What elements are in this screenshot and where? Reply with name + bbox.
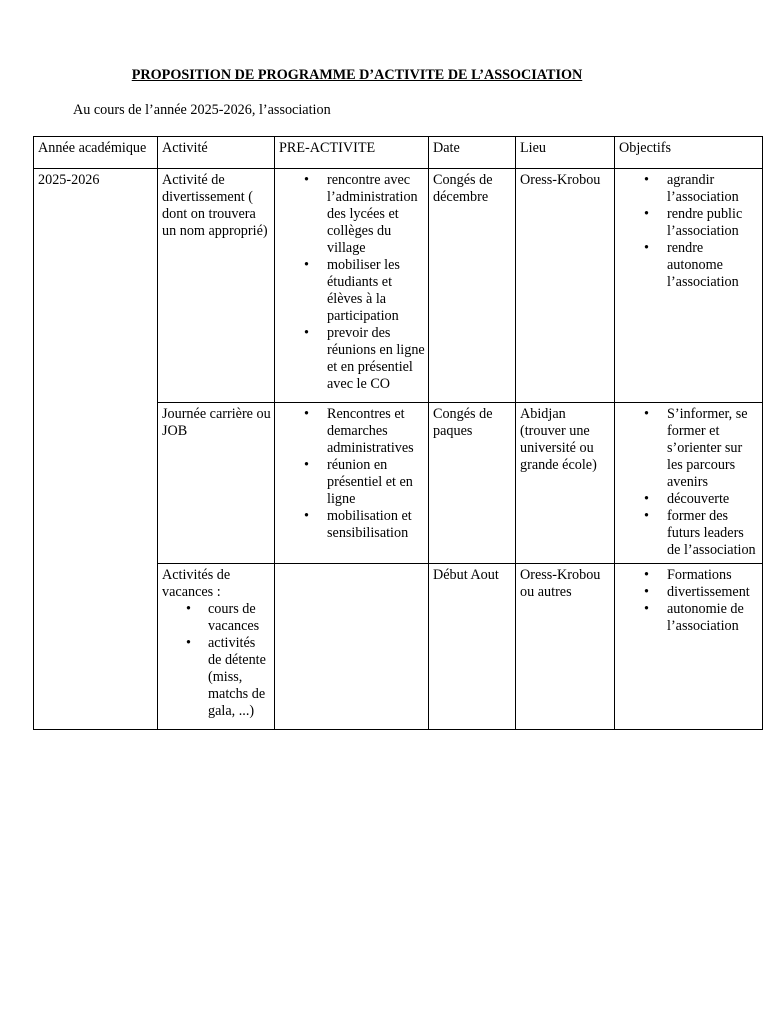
list-item: • mobiliser les étudiants et élèves à la participation: [279, 257, 425, 325]
objectifs-cell: [615, 169, 763, 403]
header-pre-activite: PRE-ACTIVITE: [275, 137, 429, 169]
date-cell: Début Aout: [429, 564, 516, 730]
pre-activity-cell: [275, 564, 429, 730]
header-activite: Activité: [158, 137, 275, 169]
list-item: • Rencontres et demarches administratives: [279, 406, 425, 457]
date-cell: Congés de décembre: [429, 169, 516, 403]
list-item: • former des futurs leaders de l’association: [619, 508, 759, 559]
list-item: • Formations: [619, 567, 759, 584]
list-item: • découverte: [619, 491, 759, 508]
header-date: Date: [429, 137, 516, 169]
activity-cell: Activité de divertissement ( dont on trouvera un nom approprié): [158, 169, 275, 403]
list-item: • rencontre avec l’administration des lycées et collèges du village: [279, 172, 425, 257]
list-item: • divertissement: [619, 584, 759, 601]
list-item: • agrandir l’association: [619, 172, 759, 206]
list-item: • prevoir des réunions en ligne et en présentiel avec le CO: [279, 325, 425, 393]
lieu-cell: Oress-Krobou ou autres: [516, 564, 615, 730]
activity-label: Activités de vacances :: [162, 567, 231, 600]
header-annee: Année académique: [34, 137, 158, 169]
list-item: • rendre autonome l’association: [619, 240, 759, 291]
objectifs-cell: [615, 403, 763, 564]
header-lieu: Lieu: [516, 137, 615, 169]
list-item: • rendre public l’association: [619, 206, 759, 240]
activity-cell: [158, 564, 275, 730]
list-item: • autonomie de l’association: [619, 601, 759, 635]
table-header-row: [34, 137, 763, 169]
program-table: [33, 136, 763, 730]
intro-text: Au cours de l’année 2025-2026, l’association: [73, 102, 331, 118]
list-item: • mobilisation et sensibilisation: [279, 508, 425, 542]
document-title: PROPOSITION DE PROGRAMME D’ACTIVITE DE L’ASSOCIATION: [131, 67, 583, 83]
header-objectifs: Objectifs: [615, 137, 763, 169]
year-cell: 2025-2026: [34, 169, 158, 730]
list-item: • S’informer, se former et s’orienter sur les parcours avenirs: [619, 406, 759, 491]
lieu-cell: Abidjan (trouver une université ou grande école): [516, 403, 615, 564]
pre-activity-cell: [275, 403, 429, 564]
list-item: • réunion en présentiel et en ligne: [279, 457, 425, 508]
list-item: • activités de détente (miss, matchs de gala, ...): [162, 635, 271, 720]
activity-cell: Journée carrière ou JOB: [158, 403, 275, 564]
objectifs-cell: [615, 564, 763, 730]
table-row: [34, 169, 763, 403]
pre-activity-cell: [275, 169, 429, 403]
lieu-cell: Oress-Krobou: [516, 169, 615, 403]
date-cell: Congés de paques: [429, 403, 516, 564]
list-item: • cours de vacances: [162, 601, 271, 635]
